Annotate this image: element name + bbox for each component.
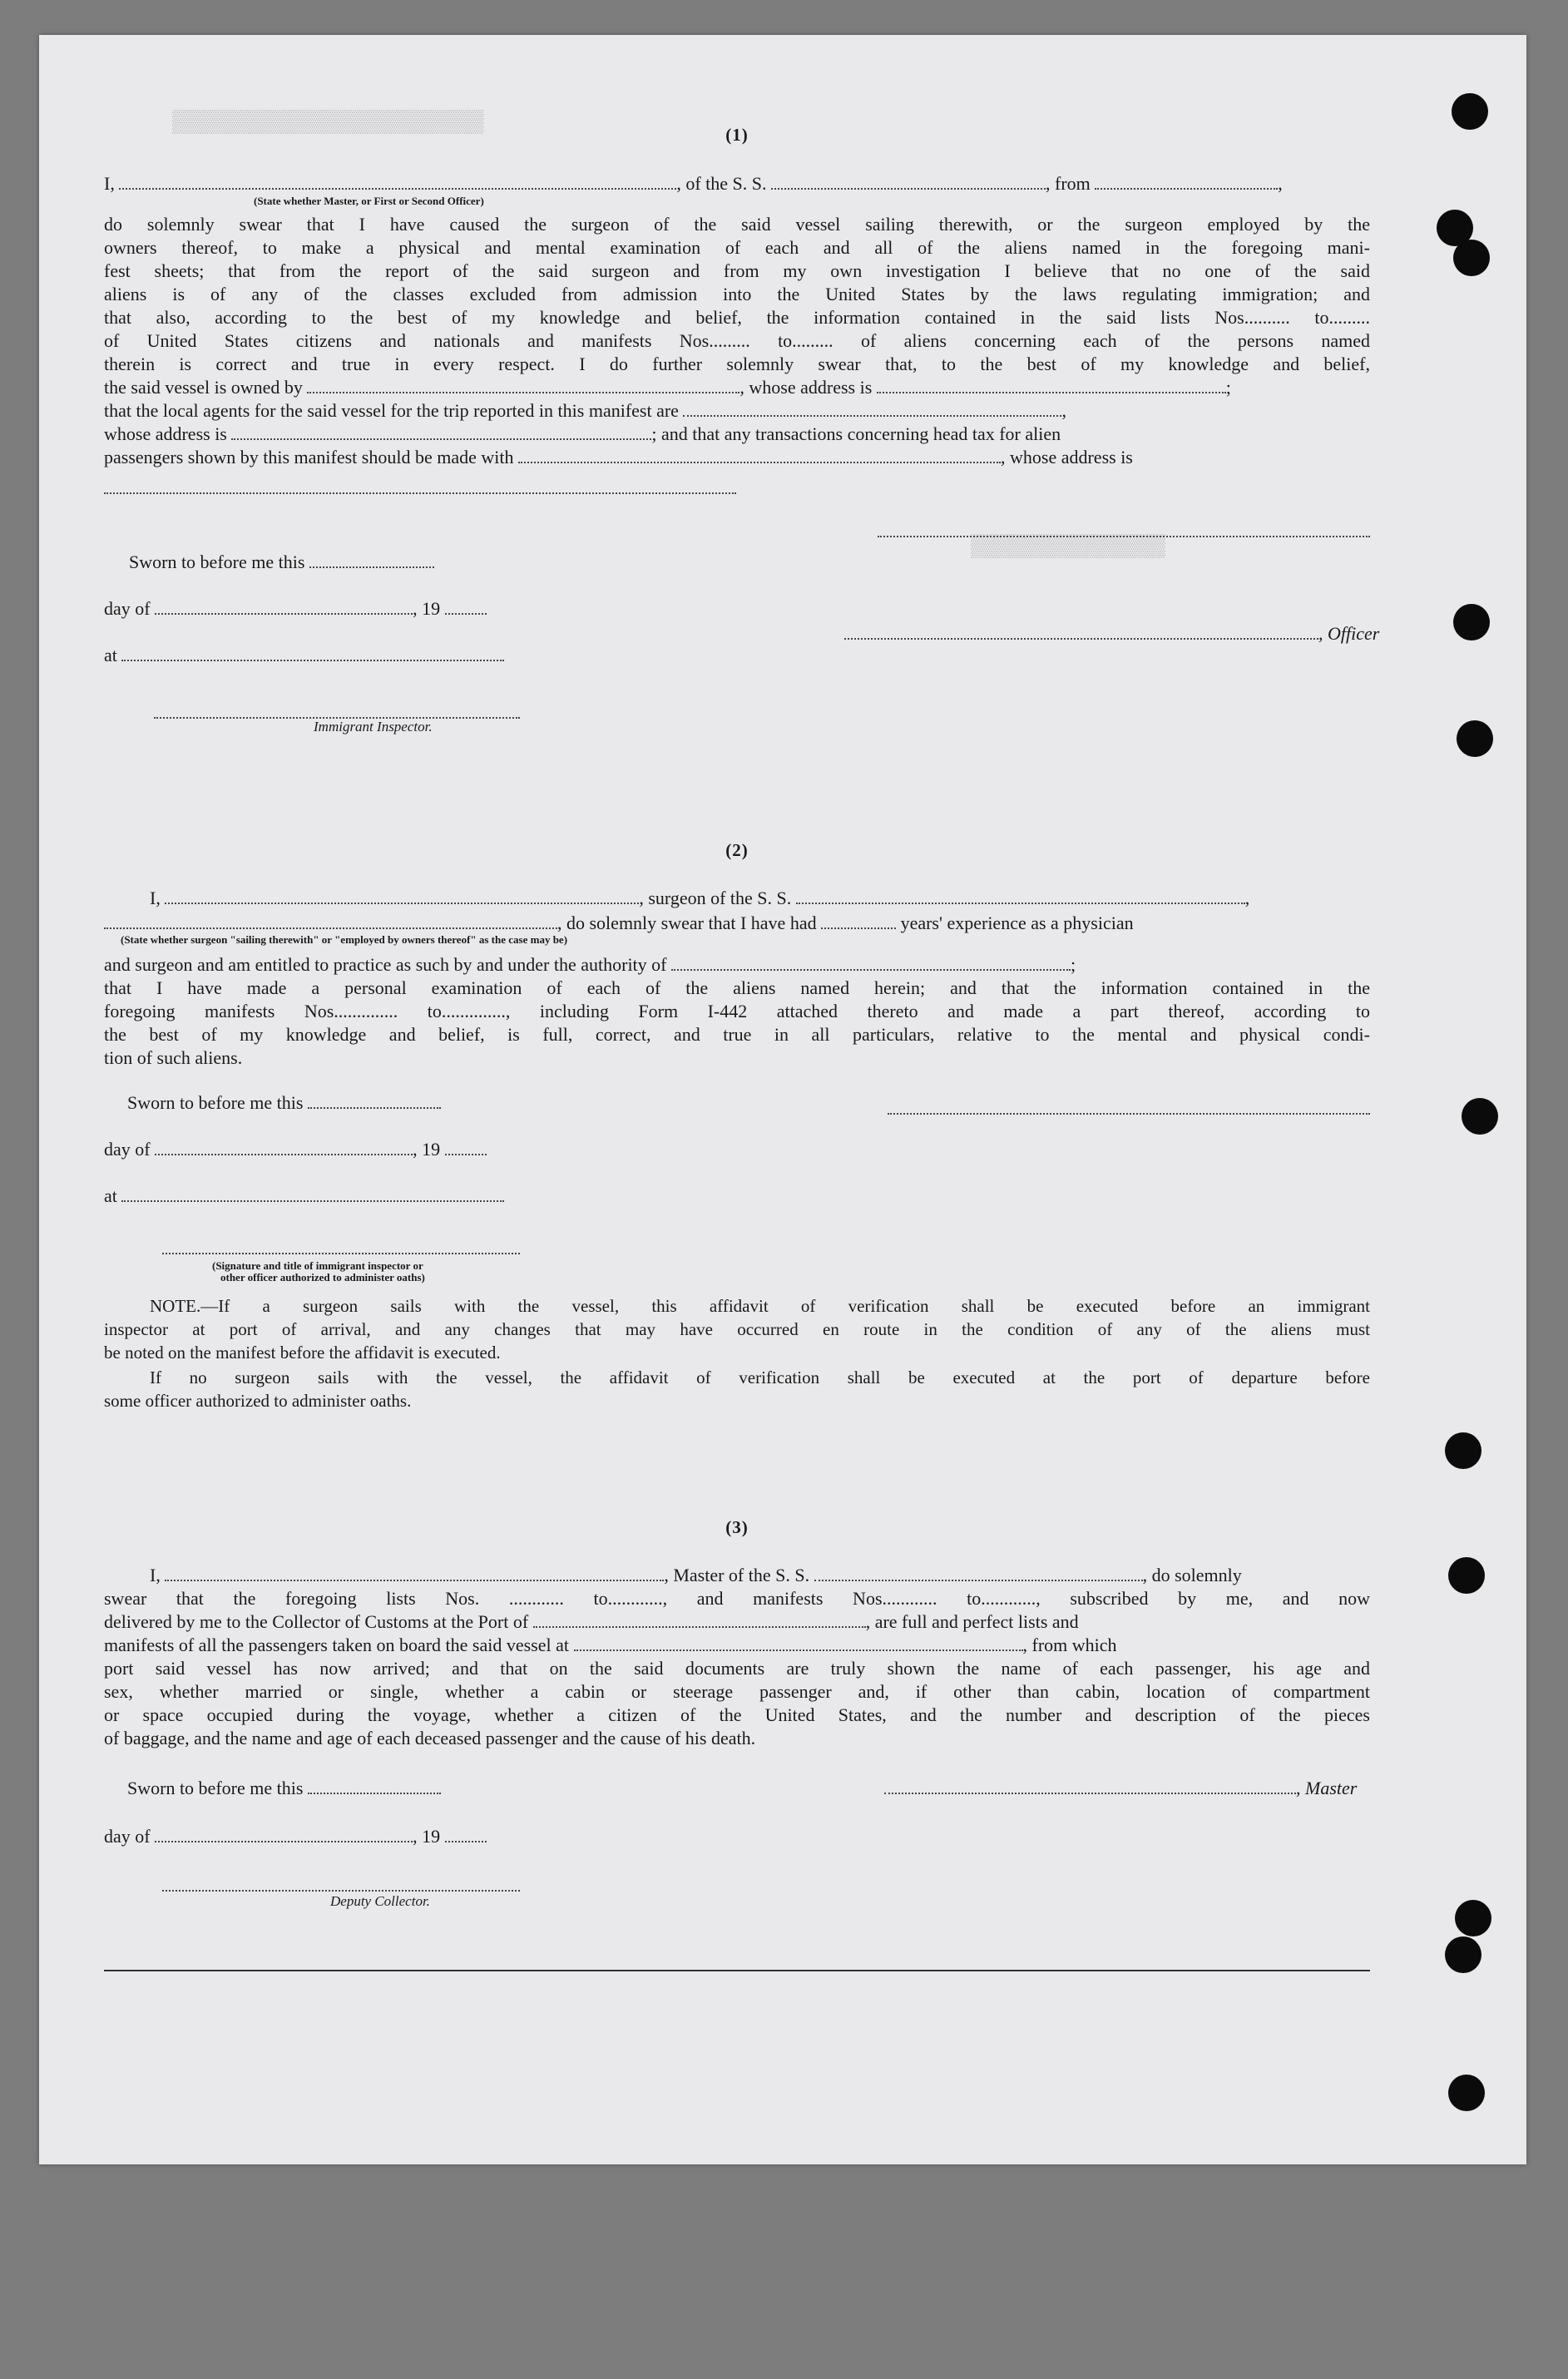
blank-at[interactable]: [121, 1185, 504, 1202]
blank-year[interactable]: [445, 1139, 487, 1155]
text: ; and that any transactions concerning head tax for alien: [651, 423, 1061, 444]
blank-at[interactable]: [121, 645, 504, 661]
blank-year[interactable]: [445, 598, 487, 615]
address-continuation-line: [878, 534, 1370, 537]
section-2-line-5: foregoing manifests Nos.............. to.............., including Form I-442 attached thereto and made a part thereof, according to: [104, 1001, 1370, 1021]
text: , do solemnly: [1142, 1565, 1242, 1585]
punch-hole: [1453, 604, 1490, 640]
blank-day[interactable]: [155, 1826, 413, 1842]
punch-hole: [1457, 720, 1493, 757]
section-1-line-7: of United States citizens and nationals and manifests Nos......... to......... of aliens concerning each of the persons named: [104, 330, 1370, 351]
blank-owner-address[interactable]: [877, 377, 1226, 393]
note-line-4: If no surgeon sails with the vessel, the affidavit of verification shall be executed at the port of departure before: [150, 1368, 1370, 1387]
section-1-line-10: that the local agents for the said vessel for the trip reported in this manifest are ,: [104, 400, 1066, 421]
blank-ship[interactable]: [771, 173, 1046, 190]
text: I,: [104, 173, 115, 194]
section-3-line-6: sex, whether married or single, whether a cabin or steerage passenger and, if other than cabin, location of compartment: [104, 1681, 1370, 1702]
text: day of: [104, 598, 151, 619]
text: day of: [104, 1826, 151, 1847]
surgeon-signature-line: [888, 1111, 1370, 1115]
section-2-day: [104, 1138, 1370, 1161]
blank-agent-address[interactable]: [231, 423, 651, 440]
deputy-caption: Deputy Collector.: [330, 1893, 430, 1909]
inspector-signature-line: [162, 1251, 520, 1254]
blank-from[interactable]: [1095, 173, 1278, 190]
blank-day[interactable]: [155, 598, 413, 615]
punch-hole: [1452, 93, 1488, 130]
section-2-line-4: that I have made a personal examination of each of the aliens named herein; and that the information contained in the: [104, 977, 1370, 998]
section-1-line-12: [104, 446, 1370, 469]
blank-sworn-date[interactable]: [308, 1778, 441, 1794]
section-1-number: (1): [725, 125, 749, 145]
text: whose address is: [104, 423, 227, 444]
section-1-line-8: therein is correct and true in every respect. I do further solemnly swear that, to the best of my knowledge and belief,: [104, 354, 1370, 374]
inspector-caption: Immigrant Inspector.: [314, 719, 433, 734]
section-2-line-3: and surgeon and am entitled to practice as such by and under the authority of ;: [104, 954, 1076, 975]
text: , Master: [1296, 1778, 1358, 1798]
blank-officer[interactable]: [119, 173, 676, 190]
blank-owner[interactable]: [307, 377, 739, 393]
blank-master-signature[interactable]: [884, 1778, 1296, 1794]
blank-officer-signature[interactable]: [844, 623, 1318, 640]
text: at: [104, 645, 117, 665]
blank-year[interactable]: [445, 1826, 487, 1842]
blank-day[interactable]: [155, 1139, 413, 1155]
section-2-line-1: I, , surgeon of the S. S. ,: [150, 888, 1250, 908]
section-3-line-7: or space occupied during the voyage, whether a citizen of the United States, and the number and description of the pieces: [104, 1704, 1370, 1725]
punch-hole: [1462, 1098, 1498, 1135]
text: , surgeon of the S. S.: [639, 888, 792, 908]
text: , do solemnly swear that I have had: [557, 913, 817, 933]
section-1-day: [104, 597, 1370, 621]
blank-agents[interactable]: [683, 400, 1061, 417]
blank-sworn-date[interactable]: [309, 551, 434, 568]
text: , Officer: [1318, 623, 1380, 644]
section-3-line-4: [104, 1634, 1370, 1657]
section-3-line-3: [104, 1610, 1370, 1634]
text: the said vessel is owned by: [104, 377, 303, 398]
signature-caption-2: other officer authorized to administer oaths): [220, 1271, 425, 1283]
section-1-line-11: [104, 423, 1370, 446]
note-line-5: some officer authorized to administer oaths.: [104, 1391, 412, 1411]
section-1-line-6: that also, according to the best of my knowledge and belief, the information contained in the said lists Nos.......... to.........: [104, 307, 1370, 328]
address-continuation-line: [104, 491, 736, 494]
text: day of: [104, 1139, 151, 1160]
bottom-rule: [104, 1970, 1370, 1971]
section-1-line-3: owners thereof, to make a physical and mental examination of each and all of the aliens named in the foregoing mani-: [104, 237, 1370, 258]
note-line-3: be noted on the manifest before the affidavit is executed.: [104, 1343, 501, 1363]
signature-caption-1: (Signature and title of immigrant inspector or: [212, 1259, 423, 1272]
section-1-line-1: I, , of the S. S. , from ,: [104, 173, 1283, 194]
punch-hole: [1455, 1900, 1491, 1936]
section-2-line-2: [104, 912, 1370, 935]
text: and surgeon and am entitled to practice as such by and under the authority of: [104, 954, 667, 975]
bleed-through-mark: ▒▒▒▒▒▒▒▒▒▒▒▒▒▒▒: [971, 534, 1166, 559]
section-3-line-5: port said vessel has now arrived; and that on the said documents are truly shown the name of each passenger, his age and: [104, 1658, 1370, 1679]
bleed-through-mark: ▒▒▒▒▒▒▒▒▒▒▒▒▒▒▒▒▒▒▒▒▒▒▒▒: [172, 110, 484, 135]
section-1-sworn: [129, 551, 1395, 574]
punch-hole: [1445, 1936, 1481, 1973]
text: years' experience as a physician: [900, 913, 1134, 933]
section-3-number: (3): [725, 1517, 749, 1537]
surgeon-caption: (State whether surgeon "sailing therewith" or "employed by owners thereof" as the case may be): [121, 933, 568, 946]
section-2-line-7: tion of such aliens.: [104, 1047, 243, 1068]
section-2-number: (2): [725, 840, 749, 860]
punch-hole: [1448, 1557, 1485, 1594]
blank-ship[interactable]: [796, 888, 1245, 904]
section-3-master-line: [884, 1777, 1370, 1800]
text: , from: [1046, 173, 1091, 194]
section-3-day: [104, 1825, 1370, 1848]
note-label: NOTE.: [150, 1296, 201, 1316]
section-3-line-2: swear that the foregoing lists Nos. ............ to............, and manifests Nos............ to............, subscribed by me, and now: [104, 1588, 1370, 1609]
blank-port[interactable]: [533, 1611, 866, 1628]
text: , 19: [413, 1139, 441, 1160]
section-3-line-1: [150, 1564, 1416, 1587]
officer-caption: (State whether Master, or First or Second Officer): [254, 195, 484, 207]
text: , whose address is: [739, 377, 873, 398]
text: Sworn to before me this: [127, 1778, 304, 1798]
text: at: [104, 1185, 117, 1206]
section-1-line-5: aliens is of any of the classes excluded from admission into the United States by the laws regulating immigration; and: [104, 284, 1370, 304]
text: , from which: [1022, 1635, 1117, 1655]
section-1-line-4: fest sheets; that from the report of the said surgeon and from my own investigation I believe that no one of the said: [104, 260, 1370, 281]
text: I,: [150, 1565, 161, 1585]
text: , of the S. S.: [676, 173, 767, 194]
punch-hole: [1448, 2075, 1485, 2111]
text: , are full and perfect lists and: [865, 1611, 1079, 1632]
punch-hole: [1445, 1432, 1481, 1469]
text: , whose address is: [1001, 447, 1133, 467]
deputy-signature-line: [162, 1888, 520, 1892]
blank-master[interactable]: [165, 1565, 664, 1581]
text: delivered by me to the Collector of Customs at the Port of: [104, 1611, 529, 1632]
blank-authority[interactable]: [671, 954, 1071, 971]
blank-surgeon[interactable]: [165, 888, 639, 904]
note-line-2: inspector at port of arrival, and any changes that may have occurred en route in the condition of any of the aliens must: [104, 1319, 1370, 1339]
text: that the local agents for the said vessel for the trip reported in this manifest are: [104, 400, 679, 421]
text: manifests of all the passengers taken on board the said vessel at: [104, 1635, 570, 1655]
text: , 19: [413, 1826, 441, 1847]
blank-years[interactable]: [821, 913, 896, 929]
blank-sworn-date[interactable]: [308, 1092, 441, 1109]
blank-head-tax-contact[interactable]: [518, 447, 1001, 463]
section-2-at: [104, 1185, 1370, 1208]
section-1-at: [104, 644, 1370, 667]
text: I,: [150, 888, 161, 908]
text: Sworn to before me this: [127, 1092, 304, 1113]
blank-port-departure[interactable]: [574, 1635, 1023, 1651]
section-1-line-9: the said vessel is owned by , whose address is ;: [104, 377, 1231, 398]
text: , Master of the S. S.: [664, 1565, 810, 1585]
note-line-1: [150, 1294, 1370, 1318]
section-2-line-6: the best of my knowledge and belief, is full, correct, and true in all particulars, relative to the mental and physical condi-: [104, 1024, 1370, 1045]
text: Sworn to before me this: [129, 551, 305, 572]
text: , 19: [413, 598, 441, 619]
punch-hole: [1453, 240, 1490, 276]
blank-surgeon-status[interactable]: [104, 913, 557, 929]
section-1-officer-line: [844, 622, 1380, 645]
blank-ship[interactable]: [814, 1565, 1143, 1581]
section-1-line-2: do solemnly swear that I have caused the surgeon of the said vessel sailing therewith, or the surgeon employed by the: [104, 214, 1370, 235]
text: —If a surgeon sails with the vessel, this affidavit of verification shall be executed before an immigrant: [200, 1296, 1370, 1316]
manifest-back-page: [39, 35, 1526, 2164]
text: passengers shown by this manifest should be made with: [104, 447, 514, 467]
section-3-line-8: of baggage, and the name and age of each deceased passenger and the cause of his death.: [104, 1728, 756, 1748]
